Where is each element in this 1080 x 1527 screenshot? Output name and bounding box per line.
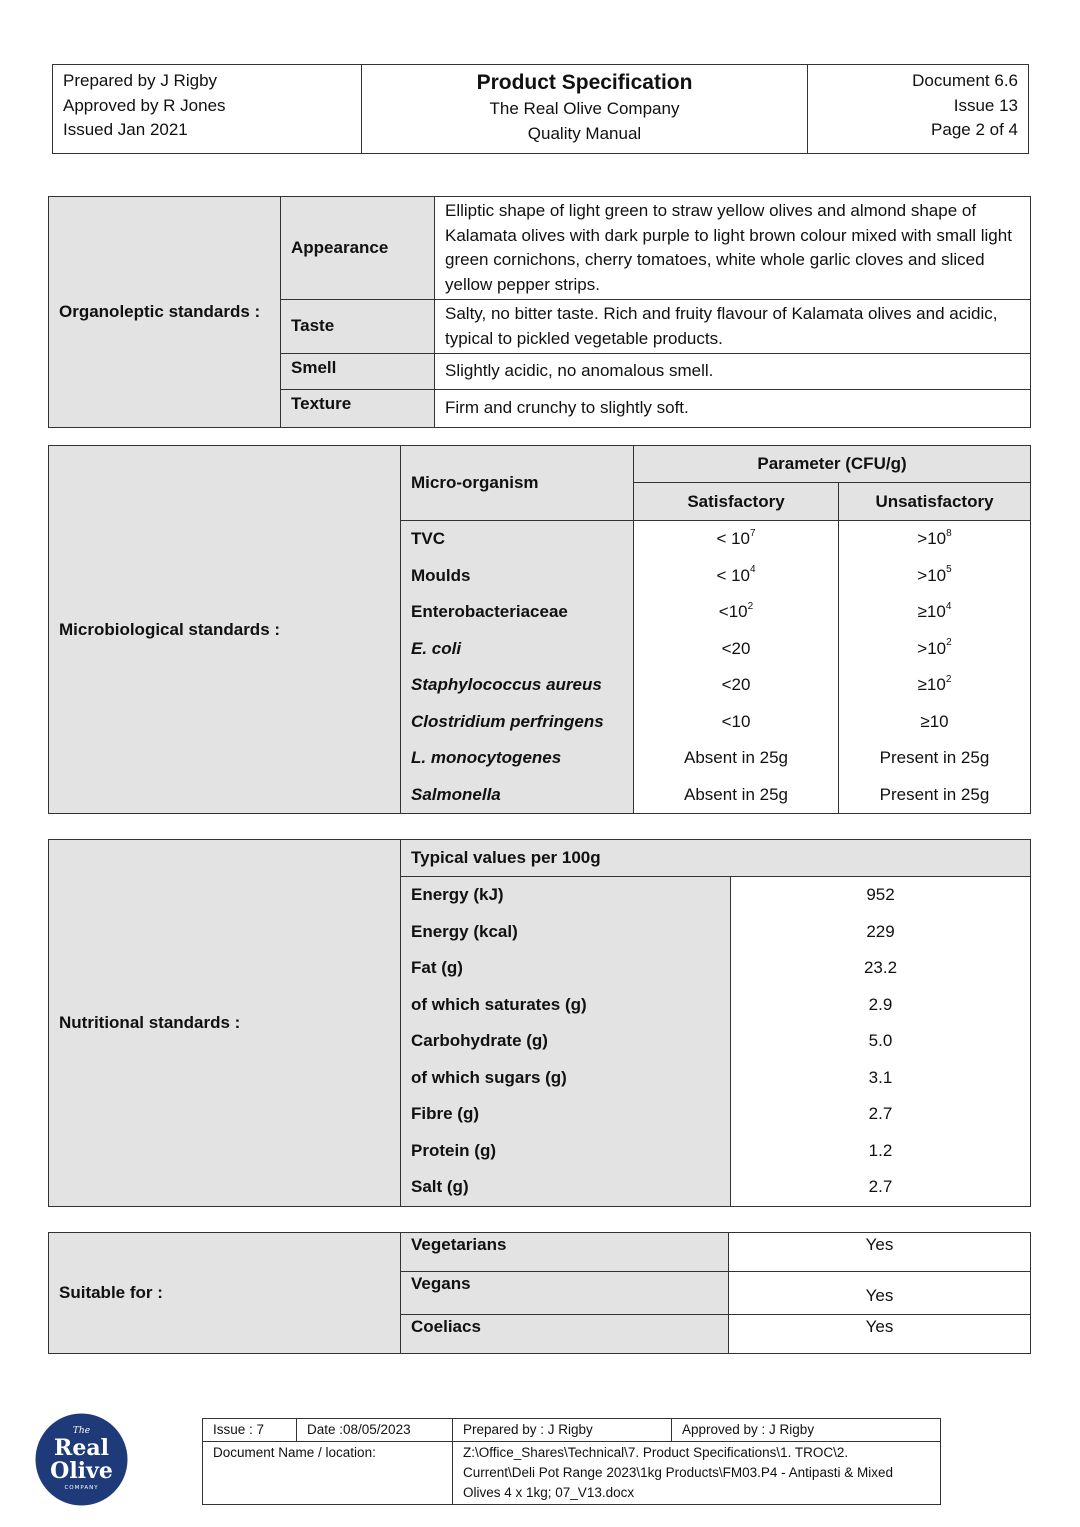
micro-organism-header: Micro-organism: [401, 446, 634, 521]
nutrient-value: 2.7: [731, 1169, 1031, 1206]
document-number: Document 6.6: [912, 71, 1018, 90]
organoleptic-label: Organoleptic standards :: [49, 197, 281, 428]
satisfactory-value: Absent in 25g: [634, 777, 839, 814]
unsatisfactory-value: Present in 25g: [839, 740, 1031, 777]
document-header: [52, 64, 1029, 154]
nutrient-value: 952: [731, 877, 1031, 914]
unsatisfactory-value: $>10^5$: [839, 558, 1031, 595]
microbiological-label: Microbiological standards :: [49, 446, 401, 814]
company-name: The Real Olive Company: [489, 99, 680, 118]
organism-name: Moulds: [401, 558, 634, 595]
taste-label: Taste: [281, 300, 435, 354]
footer-approved: Approved by : J Rigby: [672, 1419, 941, 1442]
texture-label: Texture: [281, 390, 435, 428]
issue-number: Issue 13: [953, 95, 1018, 115]
diet-value: Yes: [729, 1233, 1031, 1272]
parameter-header: Parameter (CFU/g): [634, 446, 1031, 483]
microbiological-table: [48, 445, 1031, 814]
svg-text:Real: Real: [54, 1435, 109, 1461]
nutritional-label: Nutritional standards :: [49, 840, 401, 1207]
nutrient-name: of which sugars (g): [401, 1060, 731, 1097]
approved-by: Approved by R Jones: [63, 95, 226, 115]
page-title: Product Specification: [476, 71, 693, 94]
nutrient-value: 23.2: [731, 950, 1031, 987]
diet-name: Coeliacs: [401, 1315, 729, 1354]
suitable-label: Suitable for :: [49, 1233, 401, 1354]
nutrient-name: Salt (g): [401, 1169, 731, 1206]
organism-name: E. coli: [401, 631, 634, 668]
prepared-by: Prepared by J Rigby: [63, 71, 218, 90]
organism-name: Enterobacteriaceae: [401, 594, 634, 631]
nutrient-value: 229: [731, 914, 1031, 951]
nutrient-value: 5.0: [731, 1023, 1031, 1060]
satisfactory-value: <20: [634, 631, 839, 668]
satisfactory-value: <10: [634, 704, 839, 741]
unsatisfactory-value: $\ge 10^2$: [839, 667, 1031, 704]
nutrient-name: Energy (kJ): [401, 877, 731, 914]
organism-name: TVC: [401, 521, 634, 558]
suitable-table: [48, 1232, 1031, 1354]
unsatisfactory-value: ≥10: [839, 704, 1031, 741]
footer-doc-label: Document Name / location:: [203, 1442, 453, 1505]
footer-doc-path: Z:\Office_Shares\Technical\7. Product Specifications\1. TROC\2. Current\Deli Pot Range 2023\1kg Products\FM03.P4 - Antipasti & Mixed Olives 4 x 1kg; 07_V13.docx: [453, 1442, 941, 1505]
nutrient-name: Fibre (g): [401, 1096, 731, 1133]
appearance-label: Appearance: [281, 197, 435, 300]
nutrient-name: Carbohydrate (g): [401, 1023, 731, 1060]
nutrient-value: 3.1: [731, 1060, 1031, 1097]
nutrient-value: 2.9: [731, 987, 1031, 1024]
satisfactory-value: <20: [634, 667, 839, 704]
smell-label: Smell: [281, 354, 435, 390]
unsatisfactory-value: $>10^8$: [839, 521, 1031, 558]
manual-name: Quality Manual: [527, 123, 642, 143]
real-olive-logo: [35, 1413, 128, 1506]
diet-value: Yes: [729, 1272, 1031, 1315]
svg-text:The: The: [72, 1426, 91, 1436]
satisfactory-value: < $10^7$: [634, 521, 839, 558]
diet-value: Yes: [729, 1315, 1031, 1354]
nutrient-name: Fat (g): [401, 950, 731, 987]
svg-text:Olive: Olive: [50, 1458, 113, 1484]
footer-date: Date :08/05/2023: [297, 1419, 453, 1442]
issued-date: Issued Jan 2021: [63, 120, 188, 139]
diet-name: Vegetarians: [401, 1233, 729, 1272]
satisfactory-value: < $10^4$: [634, 558, 839, 595]
nutrient-name: Protein (g): [401, 1133, 731, 1170]
organism-name: Salmonella: [401, 777, 634, 814]
diet-name: Vegans: [401, 1272, 729, 1315]
nutrition-header: Typical values per 100g: [401, 840, 1031, 877]
unsatisfactory-value: Present in 25g: [839, 777, 1031, 814]
texture-value: Firm and crunchy to slightly soft.: [435, 390, 1031, 428]
nutrient-name: of which saturates (g): [401, 987, 731, 1024]
nutrient-value: 2.7: [731, 1096, 1031, 1133]
unsatisfactory-header: Unsatisfactory: [839, 483, 1031, 521]
svg-text:COMPANY: COMPANY: [64, 1485, 99, 1491]
header-right: [808, 65, 1029, 154]
logo-badge: [35, 1413, 128, 1506]
footer-prepared: Prepared by : J Rigby: [453, 1419, 672, 1442]
nutritional-table: [48, 839, 1031, 1207]
unsatisfactory-value: $\ge 10^4$: [839, 594, 1031, 631]
header-left: [53, 65, 362, 154]
unsatisfactory-value: $>10^2$: [839, 631, 1031, 668]
nutrient-value: 1.2: [731, 1133, 1031, 1170]
satisfactory-header: Satisfactory: [634, 483, 839, 521]
organism-name: Staphylococcus aureus: [401, 667, 634, 704]
appearance-value: Elliptic shape of light green to straw yellow olives and almond shape of Kalamata olives with dark purple to light brown colour mixed with small light green cornichons, cherry tomatoes, white whole garlic cloves and sliced yellow pepper strips.: [435, 197, 1031, 300]
satisfactory-value: Absent in 25g: [634, 740, 839, 777]
header-center: [362, 65, 808, 154]
footer-issue: Issue : 7: [203, 1419, 297, 1442]
satisfactory-value: $<10^2$: [634, 594, 839, 631]
nutrient-name: Energy (kcal): [401, 914, 731, 951]
document-footer: [202, 1418, 941, 1505]
organism-name: Clostridium perfringens: [401, 704, 634, 741]
page-number: Page 2 of 4: [931, 120, 1018, 139]
taste-value: Salty, no bitter taste. Rich and fruity flavour of Kalamata olives and acidic, typical to pickled vegetable products.: [435, 300, 1031, 354]
organism-name: L. monocytogenes: [401, 740, 634, 777]
organoleptic-table: [48, 196, 1031, 428]
smell-value: Slightly acidic, no anomalous smell.: [435, 354, 1031, 390]
